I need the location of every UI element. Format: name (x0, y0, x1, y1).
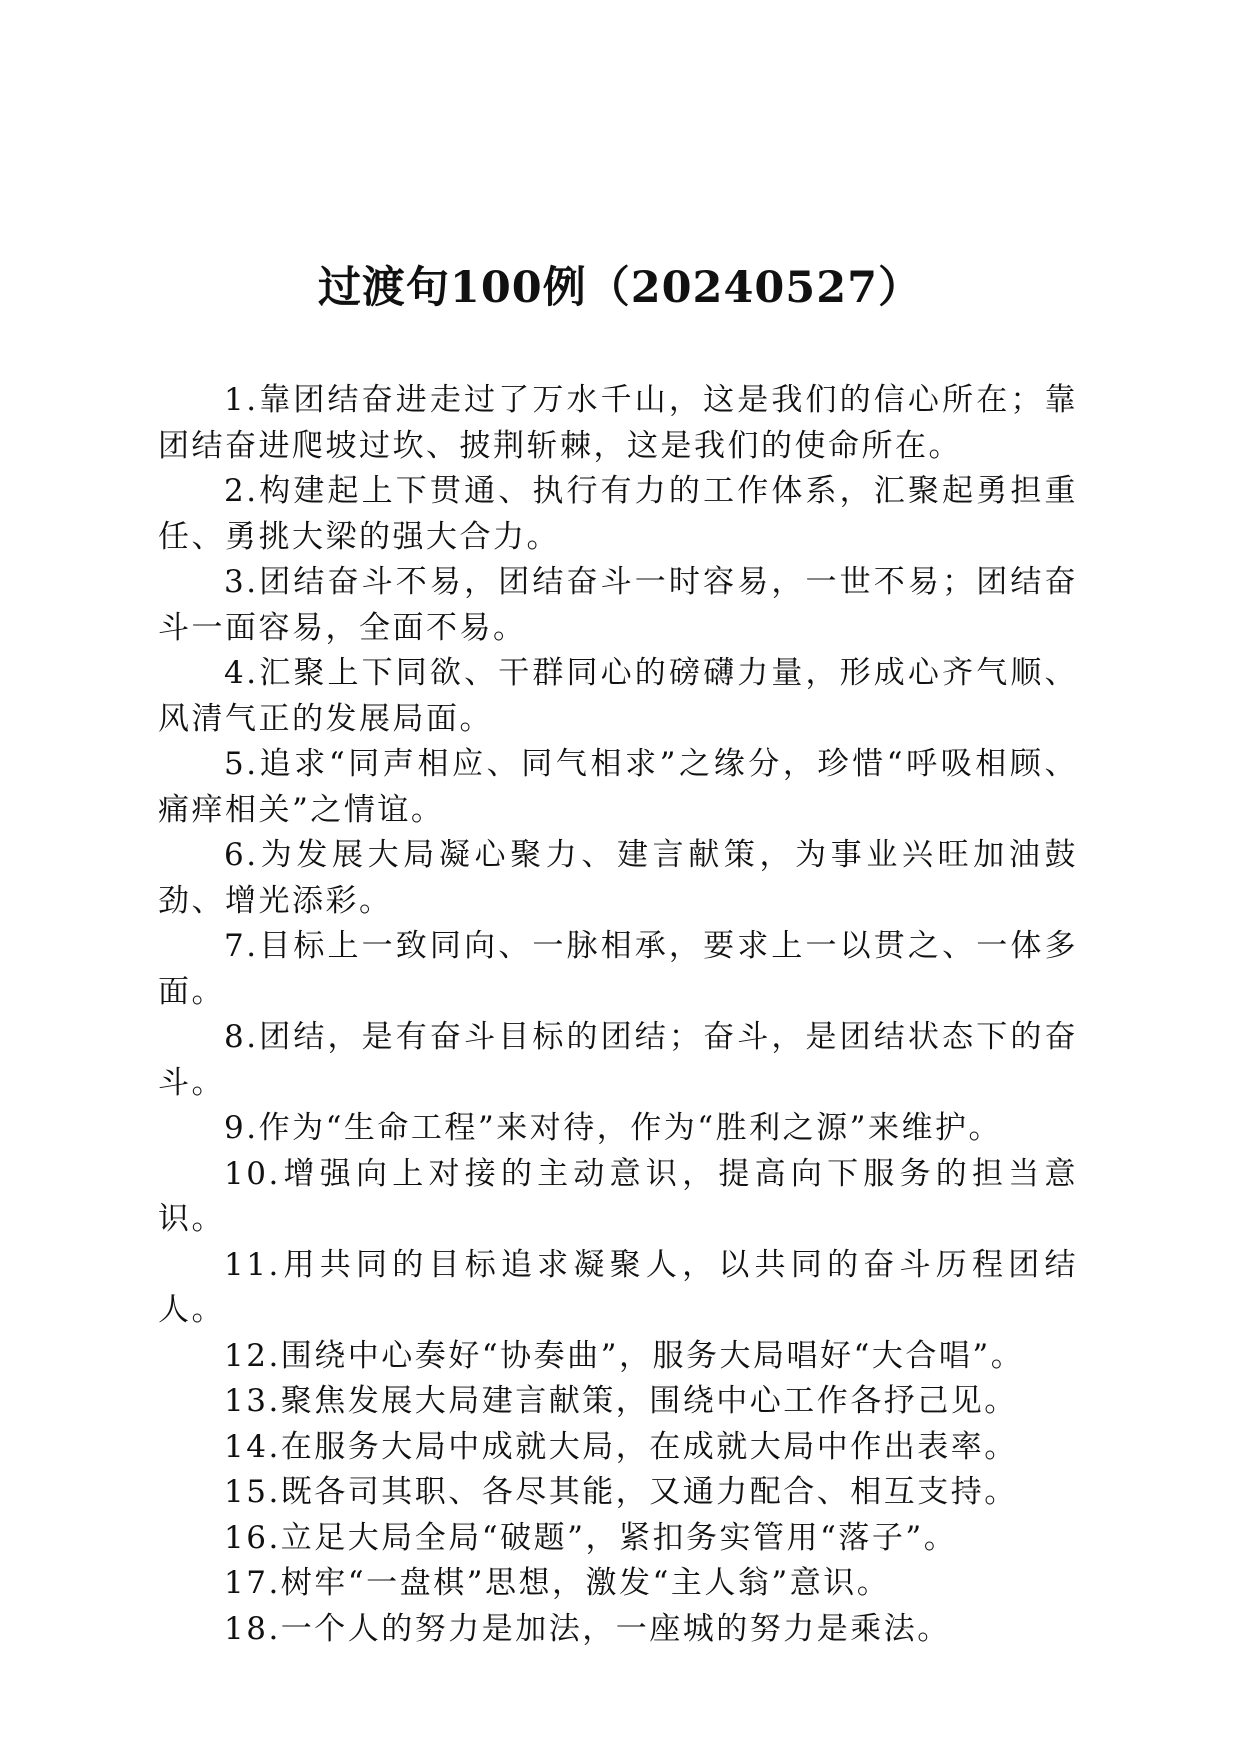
paragraph-11: 11.用共同的目标追求凝聚人，以共同的奋斗历程团结人。 (158, 1246, 1078, 1328)
document-title: 过渡句100例（20240527） (317, 263, 923, 313)
paragraph-10: 10.增强向上对接的主动意识，提高向下服务的担当意识。 (158, 1155, 1078, 1237)
paragraph-9: 9.作为“生命工程”来对待，作为“胜利之源”来维护。 (224, 1110, 1002, 1146)
paragraph-15: 15.既各司其职、各尽其能，又通力配合、相互支持。 (224, 1474, 1018, 1510)
paragraph-4: 4.汇聚上下同欲、干群同心的磅礴力量，形成心齐气顺、风清气正的发展局面。 (158, 655, 1078, 737)
paragraph-8: 8.团结，是有奋斗目标的团结；奋斗，是团结状态下的奋斗。 (158, 1019, 1078, 1101)
paragraph-1: 1.靠团结奋进走过了万水千山，这是我们的信心所在；靠团结奋进爬坡过坎、披荆斩棘，这是我们的使命所在。 (158, 382, 1078, 464)
paragraph-2: 2.构建起上下贯通、执行有力的工作体系，汇聚起勇担重任、勇挑大梁的强大合力。 (158, 473, 1078, 555)
paragraph-7: 7.目标上一致同向、一脉相承，要求上一以贯之、一体多面。 (158, 928, 1078, 1010)
paragraph-18: 18.一个人的努力是加法，一座城的努力是乘法。 (224, 1610, 951, 1647)
document-body (158, 378, 1078, 1652)
paragraph-17: 17.树牢“一盘棋”思想，激发“主人翁”意识。 (224, 1565, 891, 1601)
paragraph-16: 16.立足大局全局“破题”，紧扣务实管用“落子”。 (224, 1519, 958, 1556)
paragraph-5: 5.追求“同声相应、同气相求”之缘分，珍惜“呼吸相顾、痛痒相关”之情谊。 (158, 746, 1078, 828)
paragraph-14: 14.在服务大局中成就大局，在成就大局中作出表率。 (224, 1428, 1018, 1465)
paragraph-6: 6.为发展大局凝心聚力、建言献策，为事业兴旺加油鼓劲、增光添彩。 (158, 837, 1078, 919)
paragraph-12: 12.围绕中心奏好“协奏曲”，服务大局唱好“大合唱”。 (224, 1337, 1025, 1374)
paragraph-13: 13.聚焦发展大局建言献策，围绕中心工作各抒己见。 (224, 1383, 1018, 1419)
paragraph-3: 3.团结奋斗不易，团结奋斗一时容易，一世不易；团结奋斗一面容易，全面不易。 (158, 564, 1078, 646)
